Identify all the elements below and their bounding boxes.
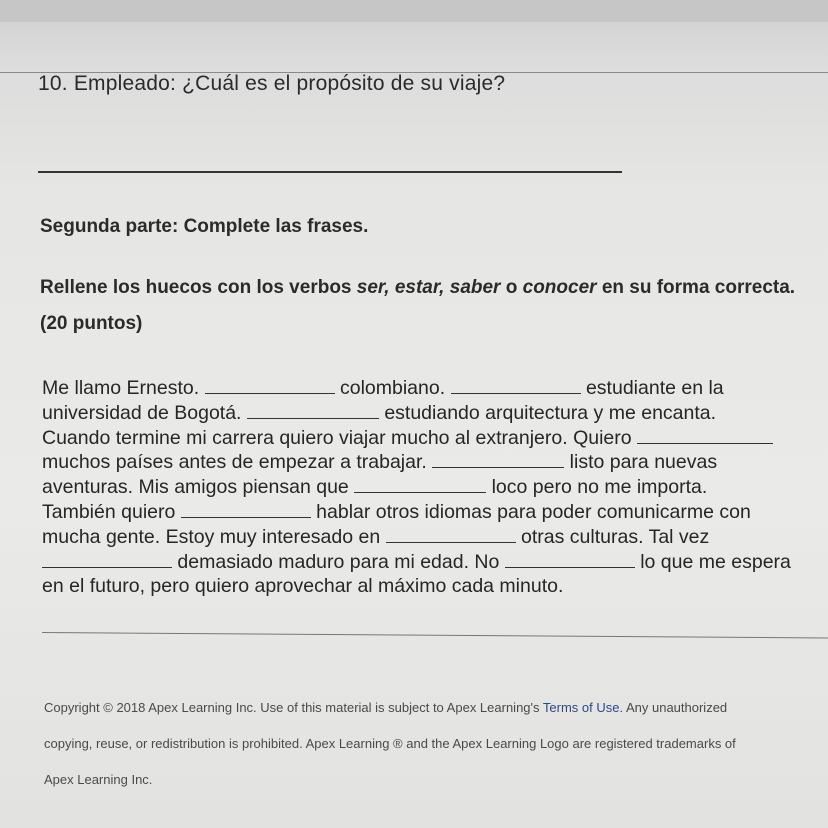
text-segment: loco pero no me importa. (486, 476, 708, 499)
instructions (40, 277, 795, 299)
instructions-text: Rellene los huecos con los verbos (40, 277, 357, 298)
paragraph-line-6 (42, 500, 828, 525)
verb-conocer: conocer (522, 277, 597, 298)
paragraph-line-3 (42, 426, 828, 451)
instructions-end: en su forma correcta. (596, 277, 796, 298)
blank-4[interactable] (637, 426, 773, 444)
text-segment: colombiano. (334, 377, 451, 399)
footer-line-3: Apex Learning Inc. (44, 772, 153, 787)
paragraph-line-2 (42, 401, 828, 426)
points-label: (20 puntos) (40, 313, 143, 334)
verb-estar: estar, (394, 277, 445, 298)
question-10 (38, 72, 505, 96)
text-segment: Me llamo Ernesto. (42, 377, 205, 399)
paragraph-line-7 (42, 525, 828, 550)
fill-in-paragraph (42, 376, 828, 599)
blank-10[interactable] (505, 550, 635, 568)
terms-of-use-link[interactable]: Terms of Use (542, 700, 620, 715)
verb-ser: ser, (356, 277, 390, 298)
text-segment: listo para nuevas (564, 451, 718, 474)
blank-5[interactable] (432, 450, 564, 468)
blank-8[interactable] (386, 525, 516, 543)
blank-1[interactable] (205, 376, 335, 394)
section-title: Segunda parte: Complete las frases. (40, 216, 369, 237)
footer-line-2: copying, reuse, or redistribution is prohibited. Apex Learning ® and the Apex Learning Logo are registered trademarks of (44, 736, 736, 751)
paragraph-line-8 (42, 550, 828, 575)
paragraph-line-9 (42, 574, 828, 599)
copyright-footer (44, 690, 814, 798)
text-segment: otras culturas. Tal vez (515, 525, 710, 548)
blank-6[interactable] (354, 475, 486, 493)
paragraph-line-4 (42, 450, 828, 475)
paragraph-line-1 (42, 376, 828, 401)
text-segment: aventuras. Mis amigos piensan que (42, 476, 355, 499)
text-segment: hablar otros idiomas para poder comunicarme con (310, 500, 751, 523)
text-segment: lo que me espera (634, 550, 791, 573)
text-segment: estudiante en la (580, 377, 724, 399)
text-segment: estudiando arquitectura y me encanta. (378, 401, 717, 424)
text-segment: en el futuro, pero quiero aprovechar al máximo cada minuto. (42, 575, 564, 598)
footer-text: Copyright © 2018 Apex Learning Inc. Use of this material is subject to Apex Learning's (44, 700, 543, 715)
verb-saber: saber (449, 277, 501, 298)
question-number: 10. (38, 72, 68, 95)
text-segment: También quiero (42, 500, 181, 523)
footer-text: . Any unauthorized (619, 700, 728, 715)
blank-2[interactable] (451, 376, 581, 394)
instructions-o: o (500, 277, 523, 298)
blank-7[interactable] (181, 500, 311, 518)
blank-3[interactable] (247, 401, 379, 419)
blank-9[interactable] (42, 550, 172, 568)
text-segment: universidad de Bogotá. (42, 401, 247, 424)
text-segment: demasiado maduro para mi edad. No (172, 550, 505, 573)
question-text: Empleado: ¿Cuál es el propósito de su viaje? (73, 72, 506, 95)
text-segment: muchos países antes de empezar a trabajar. (42, 451, 433, 474)
top-edge (0, 0, 828, 22)
paragraph-line-5 (42, 475, 828, 500)
footer-line-1 (44, 690, 814, 726)
text-segment: mucha gente. Estoy muy interesado en (42, 525, 386, 548)
divider-bottom (42, 632, 828, 638)
text-segment: Cuando termine mi carrera quiero viajar mucho al extranjero. Quiero (42, 426, 638, 449)
answer-line-10[interactable] (38, 171, 622, 173)
